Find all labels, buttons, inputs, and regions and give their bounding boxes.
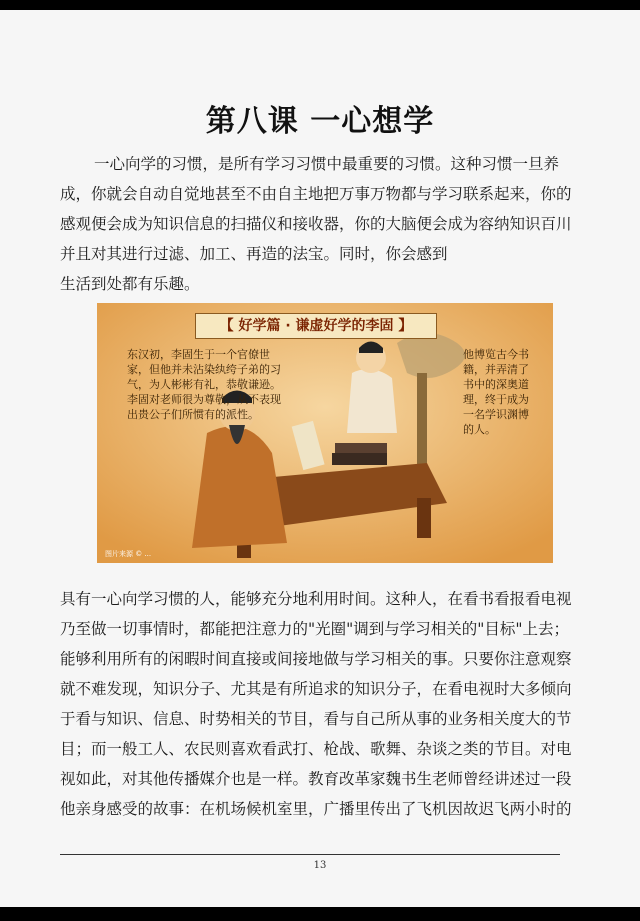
text-line: 视如此，对其他传播媒介也是一样。教育改革家魏书生老师曾经讲述过一段 bbox=[60, 770, 572, 788]
text-line: 能够利用所有的闲暇时间直接或间接地做与学习相关的事。只要你注意观察 bbox=[60, 650, 572, 668]
text-line: 目；而一般工人、农民则喜欢看武打、枪战、歌舞、杂谈之类的节目。对电 bbox=[60, 740, 572, 758]
paragraph-body bbox=[60, 584, 572, 824]
text-line: 生活到处都有乐趣。 bbox=[60, 275, 200, 293]
illustration-banner: 【 好学篇 · 谦虚好学的李固 】 bbox=[195, 313, 437, 339]
text-line: 一心向学的习惯，是所有学习习惯中最重要的习惯。这种习惯一旦养 bbox=[94, 155, 560, 173]
document-page bbox=[0, 10, 640, 907]
text-line: 具有一心向学习惯的人，能够充分地利用时间。这种人，在看书看报看电视 bbox=[60, 590, 572, 608]
text-line: 并且对其进行过滤、加工、再造的法宝。同时，你会感到 bbox=[60, 245, 448, 263]
lesson-title: 第八课 一心想学 bbox=[205, 104, 435, 139]
footer-divider bbox=[60, 854, 560, 855]
text-line: 成，你就会自动自觉地甚至不由自主地把万事万物都与学习联系起来，你的 bbox=[60, 185, 572, 203]
paragraph-intro bbox=[60, 149, 572, 299]
text-line: 就不难发现，知识分子、尤其是有所追求的知识分子，在看电视时大多倾向 bbox=[60, 680, 572, 698]
text-line: 乃至做一切事情时，都能把注意力的"光圈"调到与学习相关的"目标"上去； bbox=[60, 620, 570, 638]
text-line: 感观便会成为知识信息的扫描仪和接收器，你的大脑便会成为容纳知识百川 bbox=[60, 215, 572, 233]
illustration-left-text: 东汉初，李固生于一个官僚世家，但他并未沾染纨绔子弟的习气，为人彬彬有礼，恭敬谦逊。李固对老师很为尊敬，从不表现出贵公子们所惯有的派性。 bbox=[127, 348, 281, 421]
illustration-caption: 图片来源 © ... bbox=[105, 550, 152, 558]
text-line: 于看与知识、信息、时势相关的节目，看与自己所从事的业务相关度大的节 bbox=[60, 710, 572, 728]
illustration-right-text: 他博览古今书籍，并弄清了书中的深奥道理，终于成为一名学识渊博的人。 bbox=[463, 348, 529, 436]
story-illustration bbox=[97, 303, 553, 563]
page-number: 13 bbox=[313, 860, 327, 871]
text-line: 他亲身感受的故事：在机场候机室里，广播里传出了飞机因故迟飞两小时的 bbox=[60, 800, 572, 818]
